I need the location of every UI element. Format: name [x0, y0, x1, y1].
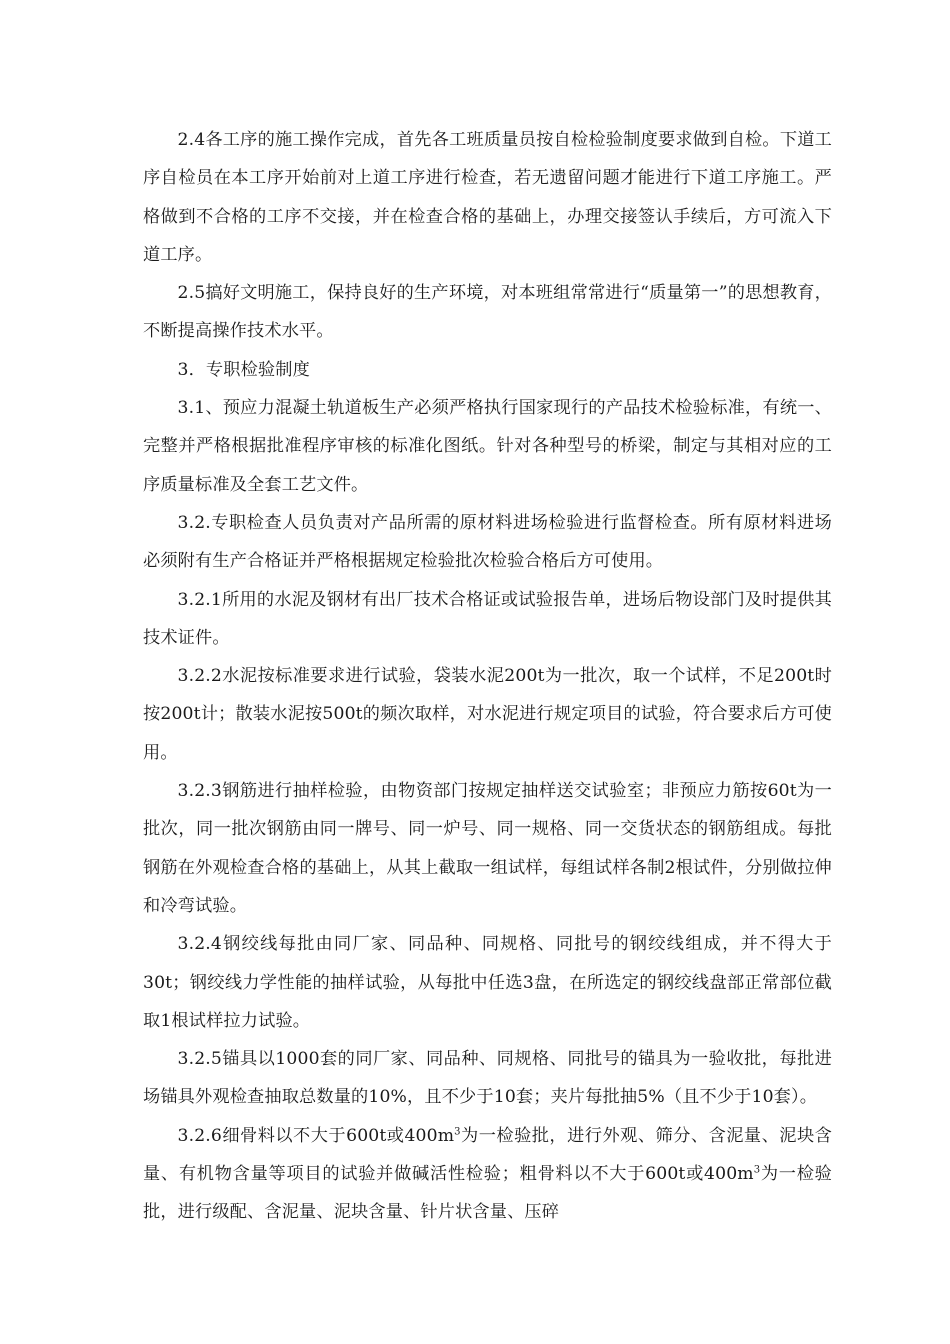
paragraph-3-2-2: 3.2.2水泥按标准要求进行试验，袋装水泥200t为一批次，取一个试样，不足200t时按200t计；散装水泥按500t的频次取样，对水泥进行规定项目的试验，符合要求后方可使用。 — [143, 666, 832, 763]
paragraph-2-5: 2.5搞好文明施工，保持良好的生产环境，对本班组常常进行“质量第一”的思想教育，不断提高操作技术水平。 — [143, 283, 832, 342]
paragraph-2-4: 2.4各工序的施工操作完成，首先各工班质量员按自检检验制度要求做到自检。下道工序自检员在本工序开始前对上道工序进行检查，若无遗留问题才能进行下道工序施工。严格做到不合格的工序不交接，并在检查合格的基础上，办理交接签认手续后，方可流入下道工序。 — [143, 130, 832, 265]
paragraph-3-2-6-text-1: 3.2.6细骨料以不大于600t或400m — [177, 1125, 455, 1146]
superscript-3: 3 — [454, 1125, 461, 1137]
paragraph-3-2-3: 3.2.3钢筋进行抽样检验，由物资部门按规定抽样送交试验室；非预应力筋按60t为一批次，同一批次钢筋由同一牌号、同一炉号、同一规格、同一交货状态的钢筋组成。每批钢筋在外观检查合格的基础上，从其上截取一组试样，每组试样各制2根试件，分别做拉伸和冷弯试验。 — [143, 781, 832, 916]
section-heading-3: 3．专职检验制度 — [177, 359, 310, 380]
paragraph-3-1: 3.1、预应力混凝土轨道板生产必须严格执行国家现行的产品技术检验标准，有统一、完整并严格根据批准程序审核的标准化图纸。针对各种型号的桥梁，制定与其相对应的工序质量标准及全套工艺文件。 — [143, 398, 832, 495]
paragraph-3-2-6-text-2: 为一检验批，进行外观、筛分、含泥量、泥块含量、有机物含量等项目的试验并做碱活性检验；粗骨料以不大于600t或400m — [143, 1125, 833, 1185]
superscript-3: 3 — [753, 1164, 761, 1176]
paragraph-3-2-6-text-3: 为一检验批，进行级配、含泥量、泥块含量、针片状含量、压碎 — [143, 1164, 832, 1223]
paragraph-3-2-1: 3.2.1所用的水泥及钢材有出厂技术合格证或试验报告单，进场后物设部门及时提供其技术证件。 — [143, 589, 832, 648]
paragraph-3-2-6 — [143, 1117, 832, 1232]
paragraph-3-2: 3.2.专职检查人员负责对产品所需的原材料进场检验进行监督检查。所有原材料进场必须附有生产合格证并严格根据规定检验批次检验合格后方可使用。 — [143, 512, 832, 572]
paragraph-3-2-4: 3.2.4钢绞线每批由同厂家、同品种、同规格、同批号的钢绞线组成，并不得大于30t；钢绞线力学性能的抽样试验，从每批中任选3盘，在所选定的钢绞线盘部正常部位截取1根试样拉力试验。 — [143, 934, 832, 1031]
paragraph-3-2-5: 3.2.5锚具以1000套的同厂家、同品种、同规格、同批号的锚具为一验收批，每批进场锚具外观检查抽取总数量的10%，且不少于10套；夹片每批抽5%（且不少于10套）。 — [143, 1049, 832, 1108]
